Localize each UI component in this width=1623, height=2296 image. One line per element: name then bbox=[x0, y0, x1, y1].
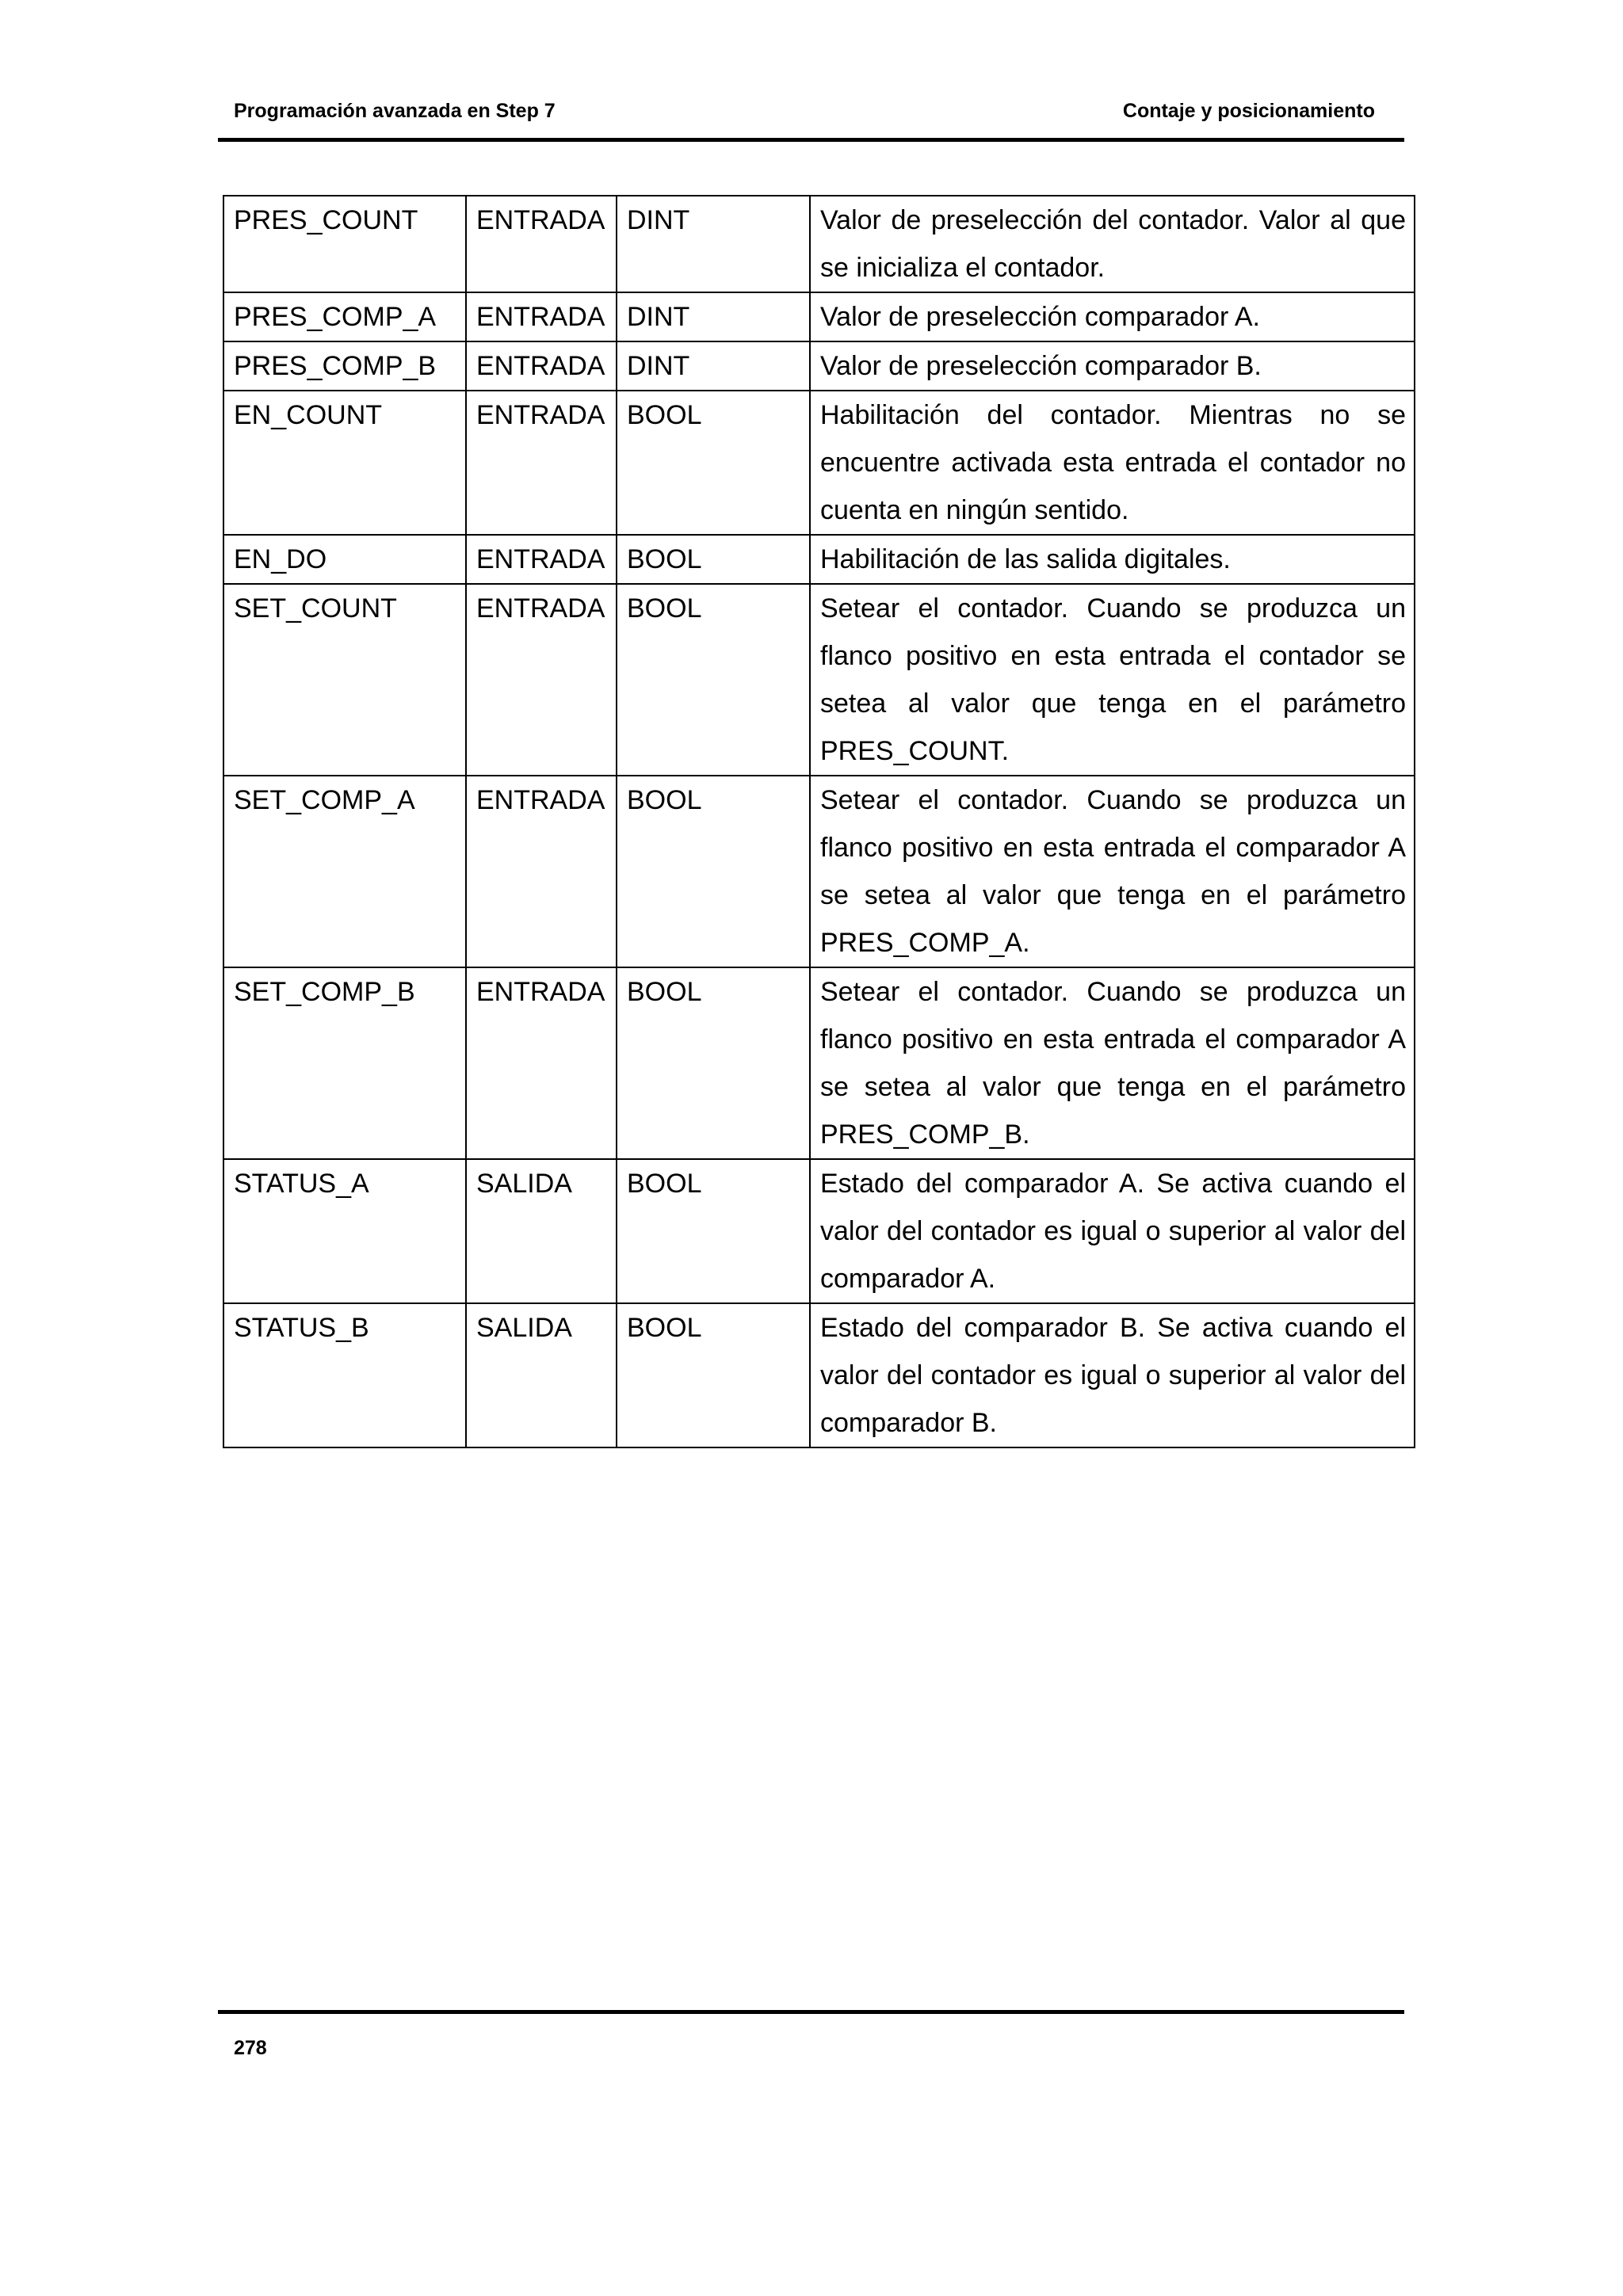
parameter-name-cell: PRES_COMP_A bbox=[223, 292, 466, 341]
footer-rule bbox=[218, 2010, 1404, 2014]
parameter-type-cell: BOOL bbox=[617, 967, 810, 1159]
table-row bbox=[223, 1159, 1415, 1303]
parameter-type-cell: DINT bbox=[617, 196, 810, 292]
parameter-description-cell: Habilitación del contador. Mientras no se encuentre activada esta entrada el contador no cuenta en ningún sentido. bbox=[810, 391, 1415, 535]
parameter-name-cell: SET_COMP_B bbox=[223, 967, 466, 1159]
parameter-type-cell: BOOL bbox=[617, 391, 810, 535]
parameter-name-cell: EN_COUNT bbox=[223, 391, 466, 535]
parameter-description-cell: Habilitación de las salida digitales. bbox=[810, 535, 1415, 584]
book-title: Programación avanzada en Step 7 bbox=[234, 100, 556, 122]
parameter-description-cell: Valor de preselección comparador B. bbox=[810, 341, 1415, 391]
parameter-name-cell: EN_DO bbox=[223, 535, 466, 584]
parameter-type-cell: BOOL bbox=[617, 1303, 810, 1447]
table-row bbox=[223, 1303, 1415, 1447]
parameter-name-cell: STATUS_B bbox=[223, 1303, 466, 1447]
parameter-description-cell: Setear el contador. Cuando se produzca un flanco positivo en esta entrada el comparador A se setea al valor que tenga en el parámetro PRES_COMP_A. bbox=[810, 776, 1415, 967]
parameter-name-cell: PRES_COUNT bbox=[223, 196, 466, 292]
parameter-direction-cell: ENTRADA bbox=[466, 776, 617, 967]
parameter-table bbox=[223, 195, 1415, 1448]
header-rule bbox=[218, 138, 1404, 142]
table-row bbox=[223, 535, 1415, 584]
parameter-direction-cell: ENTRADA bbox=[466, 341, 617, 391]
parameter-description-cell: Setear el contador. Cuando se produzca un flanco positivo en esta entrada el contador se setea al valor que tenga en el parámetro PRES_COUNT. bbox=[810, 584, 1415, 776]
parameter-name-cell: PRES_COMP_B bbox=[223, 341, 466, 391]
parameter-direction-cell: ENTRADA bbox=[466, 535, 617, 584]
parameter-name-cell: SET_COMP_A bbox=[223, 776, 466, 967]
parameter-table-body bbox=[223, 196, 1415, 1447]
chapter-title: Contaje y posicionamiento bbox=[1122, 100, 1375, 122]
parameter-type-cell: BOOL bbox=[617, 1159, 810, 1303]
parameter-direction-cell: ENTRADA bbox=[466, 391, 617, 535]
parameter-description-cell: Valor de preselección del contador. Valor al que se inicializa el contador. bbox=[810, 196, 1415, 292]
table-row bbox=[223, 292, 1415, 341]
parameter-description-cell: Setear el contador. Cuando se produzca un flanco positivo en esta entrada el comparador A se setea al valor que tenga en el parámetro PRES_COMP_B. bbox=[810, 967, 1415, 1159]
parameter-name-cell: STATUS_A bbox=[223, 1159, 466, 1303]
table-row bbox=[223, 341, 1415, 391]
parameter-name-cell: SET_COUNT bbox=[223, 584, 466, 776]
parameter-type-cell: DINT bbox=[617, 341, 810, 391]
table-row bbox=[223, 196, 1415, 292]
parameter-direction-cell: ENTRADA bbox=[466, 196, 617, 292]
parameter-type-cell: BOOL bbox=[617, 584, 810, 776]
table-row bbox=[223, 584, 1415, 776]
parameter-direction-cell: ENTRADA bbox=[466, 967, 617, 1159]
table-row bbox=[223, 391, 1415, 535]
parameter-description-cell: Estado del comparador B. Se activa cuando el valor del contador es igual o superior al valor del comparador B. bbox=[810, 1303, 1415, 1447]
parameter-type-cell: DINT bbox=[617, 292, 810, 341]
table-row bbox=[223, 967, 1415, 1159]
parameter-direction-cell: ENTRADA bbox=[466, 292, 617, 341]
parameter-type-cell: BOOL bbox=[617, 535, 810, 584]
parameter-direction-cell: SALIDA bbox=[466, 1303, 617, 1447]
parameter-type-cell: BOOL bbox=[617, 776, 810, 967]
table-row bbox=[223, 776, 1415, 967]
parameter-description-cell: Valor de preselección comparador A. bbox=[810, 292, 1415, 341]
page-number: 278 bbox=[234, 2037, 267, 2059]
parameter-description-cell: Estado del comparador A. Se activa cuando el valor del contador es igual o superior al valor del comparador A. bbox=[810, 1159, 1415, 1303]
parameter-direction-cell: ENTRADA bbox=[466, 584, 617, 776]
parameter-direction-cell: SALIDA bbox=[466, 1159, 617, 1303]
